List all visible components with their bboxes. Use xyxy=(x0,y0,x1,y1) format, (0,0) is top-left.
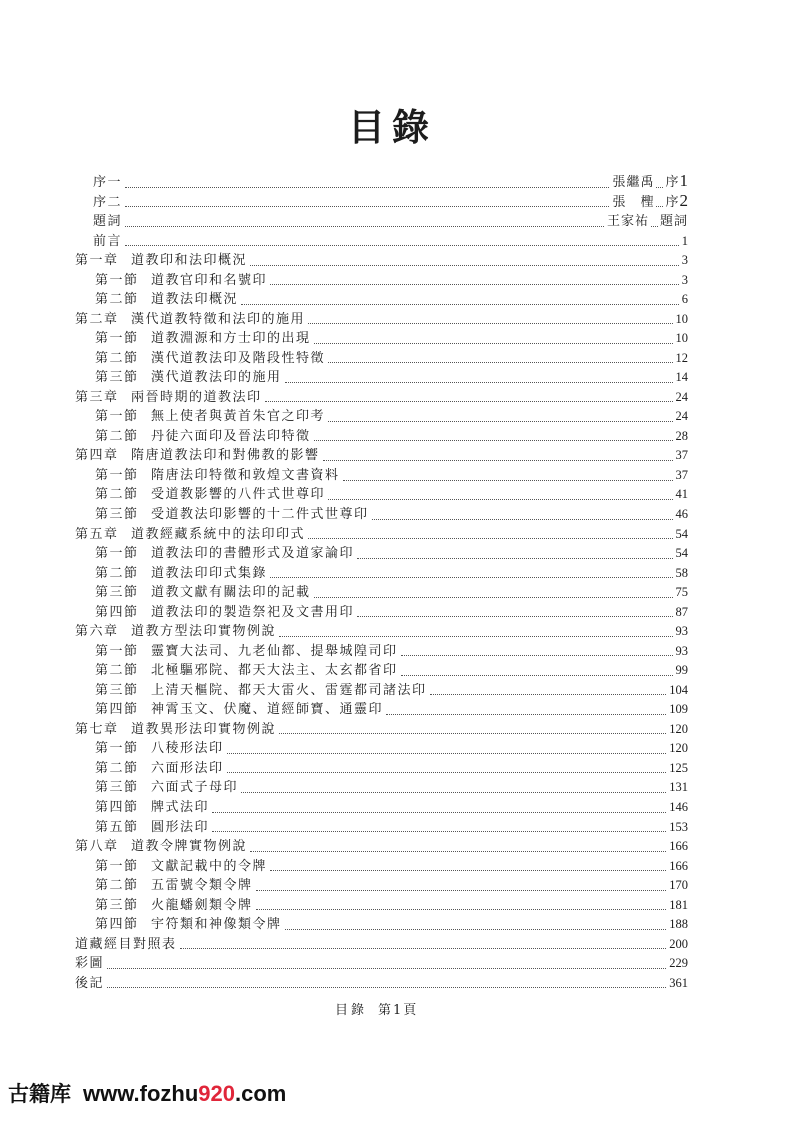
dot-leader xyxy=(125,206,609,207)
dot-leader xyxy=(323,460,673,461)
page-digit: 2 xyxy=(679,190,688,210)
section-title: 道教法印的製造祭祀及文書用印 xyxy=(151,604,355,620)
page-title: 目錄 xyxy=(348,105,436,149)
section-title: 無上使者與黃首朱官之印考 xyxy=(151,409,326,425)
chapter-number: 第三章 xyxy=(75,389,119,405)
page-number: 93 xyxy=(675,643,688,658)
section-entry xyxy=(75,739,688,759)
section-entry xyxy=(75,681,688,701)
section-number: 第四節 xyxy=(95,604,139,620)
section-title: 文獻記載中的令牌 xyxy=(151,858,268,874)
section-number: 第一節 xyxy=(95,741,139,757)
section-number: 第一節 xyxy=(95,331,139,347)
site-watermark xyxy=(8,1080,286,1108)
page-digit: 1 xyxy=(679,170,688,190)
chapter-title: 道教異形法印實物例說 xyxy=(131,721,277,737)
page-number: 166 xyxy=(669,839,688,854)
page-number: 120 xyxy=(669,721,688,736)
dot-leader xyxy=(386,714,666,715)
entry-title: 題詞 xyxy=(93,214,123,230)
page-number: 12 xyxy=(675,350,688,365)
dot-leader xyxy=(314,440,673,441)
section-number: 第一節 xyxy=(95,546,139,562)
dot-leader xyxy=(265,401,673,402)
table-of-contents xyxy=(75,170,688,993)
section-entry xyxy=(75,603,688,623)
page-number: 93 xyxy=(675,624,688,639)
section-number: 第二節 xyxy=(95,428,139,444)
section-entry xyxy=(75,564,688,584)
chapter-number: 第八章 xyxy=(75,839,119,855)
section-number: 第二節 xyxy=(95,878,139,894)
chapter-title: 道教方型法印實物例說 xyxy=(131,624,277,640)
page-number: 1 xyxy=(681,233,688,248)
dot-leader xyxy=(241,304,679,305)
section-entry xyxy=(75,818,688,838)
section-entry xyxy=(75,778,688,798)
dot-leader xyxy=(285,929,667,930)
section-entry xyxy=(75,798,688,818)
section-entry xyxy=(75,329,688,349)
section-number: 第三節 xyxy=(95,507,139,523)
dot-leader xyxy=(227,753,667,754)
section-number: 第三節 xyxy=(95,585,139,601)
page-number: 120 xyxy=(669,741,688,756)
page-number: 3 xyxy=(681,253,688,268)
dot-leader xyxy=(372,519,673,520)
author-name: 張 檉 xyxy=(612,194,655,210)
section-number: 第二節 xyxy=(95,760,139,776)
foreword-entry xyxy=(75,232,688,252)
dot-leader xyxy=(279,733,666,734)
section-number: 第三節 xyxy=(95,682,139,698)
section-title: 六面式子母印 xyxy=(151,780,239,796)
section-title: 道教官印和名號印 xyxy=(151,272,268,288)
section-number: 第二節 xyxy=(95,350,139,366)
page-number: 41 xyxy=(675,487,688,502)
page-number xyxy=(660,212,688,232)
page-number: 170 xyxy=(669,878,688,893)
chapter-entry xyxy=(75,388,688,408)
dot-leader xyxy=(401,655,673,656)
dot-leader xyxy=(107,987,666,988)
section-title: 漢代道教法印的施用 xyxy=(151,370,282,386)
section-number: 第三節 xyxy=(95,370,139,386)
chapter-entry xyxy=(75,446,688,466)
chapter-title: 道教經藏系統中的法印印式 xyxy=(131,526,306,542)
dot-leader xyxy=(212,812,666,813)
chapter-number: 第六章 xyxy=(75,624,119,640)
dot-leader xyxy=(125,245,679,246)
page-number: 14 xyxy=(675,370,688,385)
page-number: 125 xyxy=(669,760,688,775)
section-title: 五雷號令類令牌 xyxy=(151,878,253,894)
section-number: 第五節 xyxy=(95,819,139,835)
section-title: 宇符類和神像類令牌 xyxy=(151,917,282,933)
section-entry xyxy=(75,915,688,935)
dot-leader xyxy=(656,187,663,188)
page-number: 146 xyxy=(669,799,688,814)
page-number: 10 xyxy=(675,331,688,346)
page-prefix: 題詞 xyxy=(659,214,688,230)
preface-entry xyxy=(75,212,688,232)
section-number: 第三節 xyxy=(95,897,139,913)
entry-title: 後記 xyxy=(75,975,105,991)
chapter-entry xyxy=(75,525,688,545)
chapter-entry xyxy=(75,310,688,330)
chapter-entry xyxy=(75,622,688,642)
page-number: 75 xyxy=(675,585,688,600)
dot-leader xyxy=(279,636,672,637)
chapter-title: 兩晉時期的道教法印 xyxy=(131,389,262,405)
section-number: 第二節 xyxy=(95,565,139,581)
chapter-title: 道教印和法印概況 xyxy=(131,253,248,269)
page-prefix: 序 xyxy=(665,194,680,210)
page-number: 361 xyxy=(669,975,688,990)
section-entry xyxy=(75,466,688,486)
section-title: 圓形法印 xyxy=(151,819,210,835)
section-title: 靈寶大法司、九老仙都、提舉城隍司印 xyxy=(151,643,398,659)
page-number: 6 xyxy=(681,292,688,307)
page-number: 104 xyxy=(669,682,688,697)
dot-leader xyxy=(343,480,673,481)
footer-page-number: 第1頁 xyxy=(378,1003,419,1018)
chapter-entry xyxy=(75,837,688,857)
entry-title: 彩圖 xyxy=(75,956,105,972)
section-entry xyxy=(75,661,688,681)
section-number: 第四節 xyxy=(95,917,139,933)
dot-leader xyxy=(212,831,666,832)
entry-title: 前言 xyxy=(93,233,123,249)
section-entry xyxy=(75,505,688,525)
section-title: 火龍蟠劍類令牌 xyxy=(151,897,253,913)
section-entry xyxy=(75,759,688,779)
section-number: 第二節 xyxy=(95,487,139,503)
chapter-title: 隋唐道教法印和對佛教的影響 xyxy=(131,448,320,464)
section-title: 牌式法印 xyxy=(151,799,210,815)
appendix-entry xyxy=(75,935,688,955)
dot-leader xyxy=(285,382,673,383)
dot-leader xyxy=(308,538,672,539)
section-entry xyxy=(75,544,688,564)
page-number: 37 xyxy=(675,467,688,482)
preface-entry xyxy=(75,170,688,193)
section-entry xyxy=(75,427,688,447)
section-title: 丹徒六面印及晉法印特徵 xyxy=(151,428,311,444)
dot-leader xyxy=(308,323,672,324)
dot-leader xyxy=(241,792,666,793)
page-number: 24 xyxy=(675,409,688,424)
section-number: 第三節 xyxy=(95,780,139,796)
section-title: 道教法印印式集錄 xyxy=(151,565,268,581)
section-entry xyxy=(75,700,688,720)
chapter-number: 第一章 xyxy=(75,253,119,269)
page-number: 24 xyxy=(675,389,688,404)
footer-section: 目錄 xyxy=(335,1003,368,1018)
dot-leader xyxy=(314,343,673,344)
section-number: 第四節 xyxy=(95,799,139,815)
dot-leader xyxy=(270,284,679,285)
dot-leader xyxy=(125,187,609,188)
section-title: 道教文獻有關法印的記載 xyxy=(151,585,311,601)
section-entry xyxy=(75,290,688,310)
page-number: 188 xyxy=(669,917,688,932)
appendix-entry xyxy=(75,954,688,974)
section-number: 第二節 xyxy=(95,292,139,308)
dot-leader xyxy=(256,909,667,910)
author-name: 張繼禹 xyxy=(612,174,655,190)
appendix-entry xyxy=(75,974,688,994)
page-number: 3 xyxy=(681,272,688,287)
entry-title: 序一 xyxy=(93,174,123,190)
section-title: 受道教影響的八件式世尊印 xyxy=(151,487,326,503)
section-entry xyxy=(75,583,688,603)
section-number: 第一節 xyxy=(95,643,139,659)
section-entry xyxy=(75,368,688,388)
dot-leader xyxy=(250,265,679,266)
section-entry xyxy=(75,407,688,427)
section-title: 八稜形法印 xyxy=(151,741,224,757)
section-number: 第一節 xyxy=(95,858,139,874)
dot-leader xyxy=(314,597,673,598)
page-number: 153 xyxy=(669,819,688,834)
page-number: 46 xyxy=(675,507,688,522)
page-footer xyxy=(335,1001,418,1021)
section-entry xyxy=(75,486,688,506)
dot-leader xyxy=(270,870,666,871)
page-number: 54 xyxy=(675,526,688,541)
dot-leader xyxy=(328,499,672,500)
section-entry xyxy=(75,349,688,369)
section-title: 漢代道教法印及階段性特徵 xyxy=(151,350,326,366)
page-number xyxy=(665,191,688,213)
section-title: 上清天樞院、都天大雷火、雷霆都司諸法印 xyxy=(151,682,427,698)
section-entry xyxy=(75,876,688,896)
section-entry xyxy=(75,271,688,291)
page-number: 200 xyxy=(669,936,688,951)
section-title: 隋唐法印特徵和敦煌文書資料 xyxy=(151,467,340,483)
section-number: 第二節 xyxy=(95,663,139,679)
page-number: 10 xyxy=(675,311,688,326)
dot-leader xyxy=(227,772,667,773)
watermark-url-start: www.fozhu xyxy=(83,1081,199,1106)
author-name: 王家祐 xyxy=(606,214,649,230)
watermark-url-accent: 920 xyxy=(198,1081,235,1106)
section-number: 第一節 xyxy=(95,272,139,288)
page-number: 54 xyxy=(675,546,688,561)
chapter-number: 第四章 xyxy=(75,448,119,464)
section-number: 第四節 xyxy=(95,702,139,718)
section-number: 第一節 xyxy=(95,467,139,483)
section-entry xyxy=(75,642,688,662)
chapter-number: 第二章 xyxy=(75,311,119,327)
dot-leader xyxy=(430,694,667,695)
chapter-number: 第七章 xyxy=(75,721,119,737)
watermark-brand: 古籍库 xyxy=(8,1083,71,1106)
dot-leader xyxy=(250,851,666,852)
chapter-entry xyxy=(75,720,688,740)
section-title: 道教法印的書體形式及道家論印 xyxy=(151,546,355,562)
chapter-title: 漢代道教特徵和法印的施用 xyxy=(131,311,306,327)
dot-leader xyxy=(125,226,604,227)
page-prefix: 序 xyxy=(665,174,680,190)
page-number: 109 xyxy=(669,702,688,717)
page-number: 87 xyxy=(675,604,688,619)
dot-leader xyxy=(328,362,672,363)
section-title: 北極驅邪院、都天大法主、太玄都省印 xyxy=(151,663,398,679)
section-entry xyxy=(75,896,688,916)
section-title: 道教淵源和方士印的出現 xyxy=(151,331,311,347)
dot-leader xyxy=(357,558,672,559)
page-number: 229 xyxy=(669,956,688,971)
dot-leader xyxy=(107,968,666,969)
chapter-title: 道教令牌實物例說 xyxy=(131,839,248,855)
dot-leader xyxy=(651,226,658,227)
page-number: 166 xyxy=(669,858,688,873)
section-title: 道教法印概況 xyxy=(151,292,239,308)
section-title: 神霄玉文、伏魔、道經師寶、通靈印 xyxy=(151,702,384,718)
dot-leader xyxy=(401,675,673,676)
dot-leader xyxy=(270,577,672,578)
dot-leader xyxy=(656,206,663,207)
page-number: 28 xyxy=(675,428,688,443)
section-number: 第一節 xyxy=(95,409,139,425)
page-number: 58 xyxy=(675,565,688,580)
section-entry xyxy=(75,857,688,877)
preface-entry xyxy=(75,190,688,213)
section-title: 六面形法印 xyxy=(151,760,224,776)
dot-leader xyxy=(180,948,667,949)
page-number: 37 xyxy=(675,448,688,463)
dot-leader xyxy=(357,616,672,617)
page-number: 99 xyxy=(675,663,688,678)
chapter-number: 第五章 xyxy=(75,526,119,542)
watermark-url-end: .com xyxy=(235,1081,287,1106)
page-number: 181 xyxy=(669,897,688,912)
page-number: 131 xyxy=(669,780,688,795)
watermark-url xyxy=(83,1081,286,1106)
section-title: 受道教法印影響的十二件式世尊印 xyxy=(151,507,369,523)
dot-leader xyxy=(328,421,672,422)
page-number xyxy=(665,171,688,193)
entry-title: 道藏經目對照表 xyxy=(75,936,177,952)
chapter-entry xyxy=(75,251,688,271)
entry-title: 序二 xyxy=(93,194,123,210)
dot-leader xyxy=(256,890,667,891)
